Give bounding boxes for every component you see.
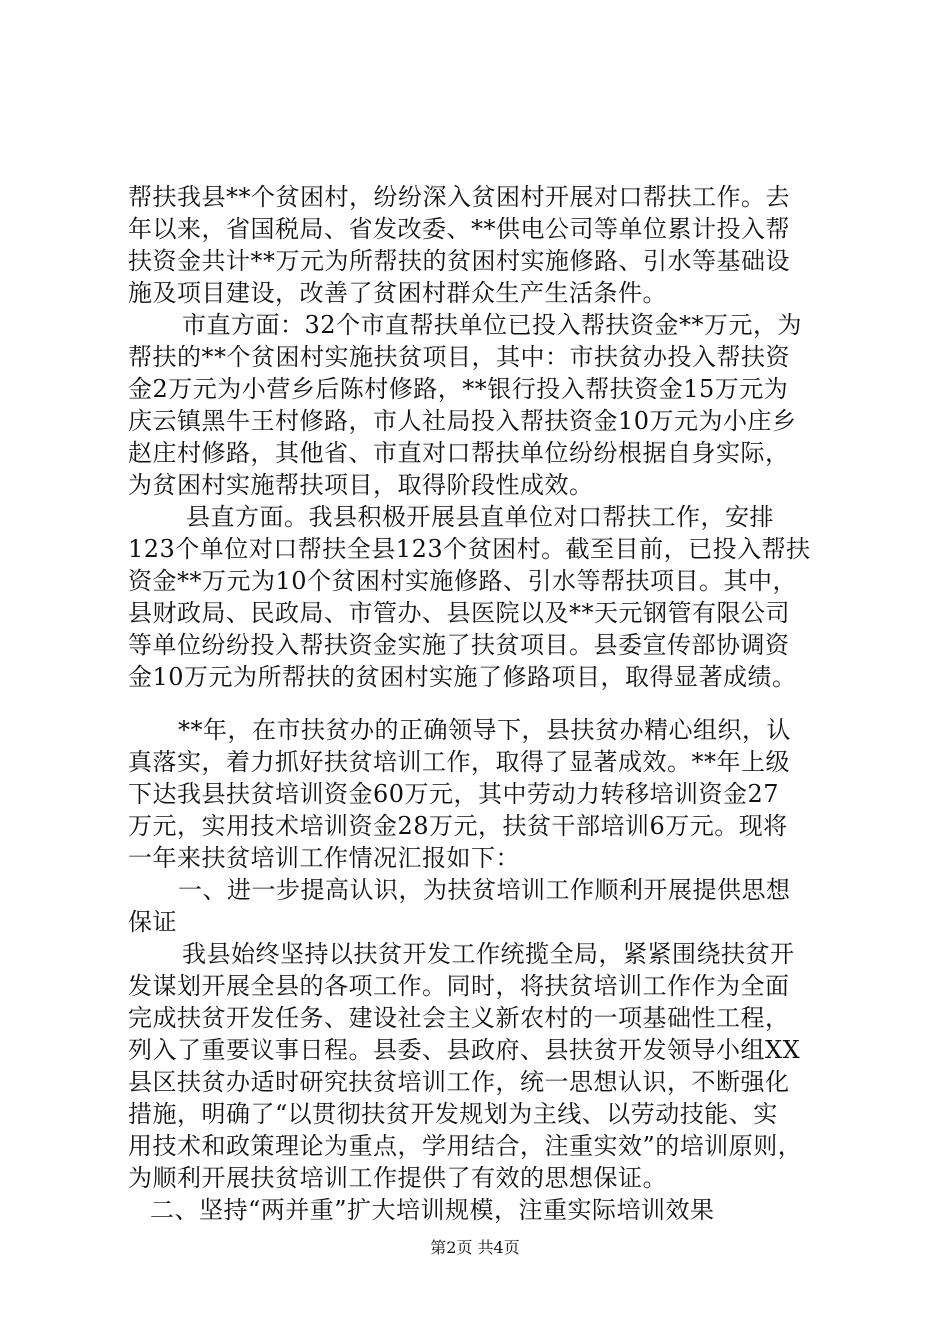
text-line: 帮扶我县**个贫困村，纷纷深入贫困村开展对口帮扶工作。去 bbox=[128, 183, 790, 211]
text-line: 为贫困村实施帮扶项目，取得阶段性成效。 bbox=[128, 471, 594, 499]
text-line: 资金**万元为10个贫困村实施修路、引水等帮扶项目。其中， bbox=[128, 567, 798, 595]
text-line: 庆云镇黑牛王村修路，市人社局投入帮扶资金10万元为小庄乡 bbox=[128, 407, 797, 435]
text-line: 措施，明确了“以贯彻扶贫开发规划为主线、以劳动技能、实 bbox=[128, 1100, 778, 1128]
text-line: 完成扶贫开发任务、建设社会主义新农村的一项基础性工程， bbox=[128, 1004, 790, 1032]
paragraph-first-line: 县直方面。我县积极开展县直单位对口帮扶工作，安排 bbox=[186, 503, 774, 531]
text-line: 用技术和政策理论为重点，学用结合，注重实效”的培训原则， bbox=[128, 1132, 803, 1160]
text-line: 县区扶贫办适时研究扶贫培训工作，统一思想认识，不断强化 bbox=[128, 1068, 790, 1096]
text-line: 施及项目建设，改善了贫困村群众生产生活条件。 bbox=[128, 279, 667, 307]
section-heading: 一、进一步提高认识，为扶贫培训工作顺利开展提供思想 bbox=[178, 876, 791, 904]
text-line: 金2万元为小营乡后陈村修路，**银行投入帮扶资金15万元为 bbox=[128, 375, 789, 403]
text-line: 县财政局、民政局、市管办、县医院以及**天元钢管有限公司 bbox=[128, 599, 790, 627]
page-number-footer: 第2页 共4页 bbox=[430, 1238, 520, 1257]
text-line: 一年来扶贫培训工作情况汇报如下： bbox=[128, 844, 520, 872]
text-line: 为顺利开展扶贫培训工作提供了有效的思想保证。 bbox=[128, 1164, 667, 1192]
text-line: 123个单位对口帮扶全县123个贫困村。截至目前，已投入帮扶 bbox=[128, 535, 811, 563]
text-line: 年以来，省国税局、省发改委、**供电公司等单位累计投入帮 bbox=[128, 215, 790, 243]
text-line: 等单位纷纷投入帮扶资金实施了扶贫项目。县委宣传部协调资 bbox=[128, 631, 790, 659]
section-heading: 二、坚持“两并重”扩大培训规模，注重实际培训效果 bbox=[150, 1196, 715, 1224]
text-line: 下达我县扶贫培训资金60万元，其中劳动力转移培训资金27 bbox=[128, 780, 780, 808]
paragraph-first-line: 市直方面：32个市直帮扶单位已投入帮扶资金**万元，为 bbox=[182, 311, 803, 339]
text-line: 万元，实用技术培训资金28万元，扶贫干部培训6万元。现将 bbox=[128, 812, 788, 840]
text-line: 真落实，着力抓好扶贫培训工作，取得了显著成效。**年上级 bbox=[128, 748, 790, 776]
section-heading-continued: 保证 bbox=[128, 908, 177, 936]
text-line: 扶资金共计**万元为所帮扶的贫困村实施修路、引水等基础设 bbox=[128, 247, 790, 275]
text-line: 帮扶的**个贫困村实施扶贫项目，其中：市扶贫办投入帮扶资 bbox=[128, 343, 790, 371]
paragraph-first-line: 我县始终坚持以扶贫开发工作统揽全局，紧紧围绕扶贫开 bbox=[182, 940, 795, 968]
text-line: 赵庄村修路，其他省、市直对口帮扶单位纷纷根据自身实际， bbox=[128, 439, 790, 467]
paragraph-first-line: **年，在市扶贫办的正确领导下，县扶贫办精心组织，认 bbox=[178, 716, 791, 744]
text-line: 发谋划开展全县的各项工作。同时，将扶贫培训工作作为全面 bbox=[128, 972, 790, 1000]
text-line: 金10万元为所帮扶的贫困村实施了修路项目，取得显著成绩。 bbox=[128, 663, 797, 691]
text-line: 列入了重要议事日程。县委、县政府、县扶贫开发领导小组XX bbox=[128, 1036, 801, 1064]
